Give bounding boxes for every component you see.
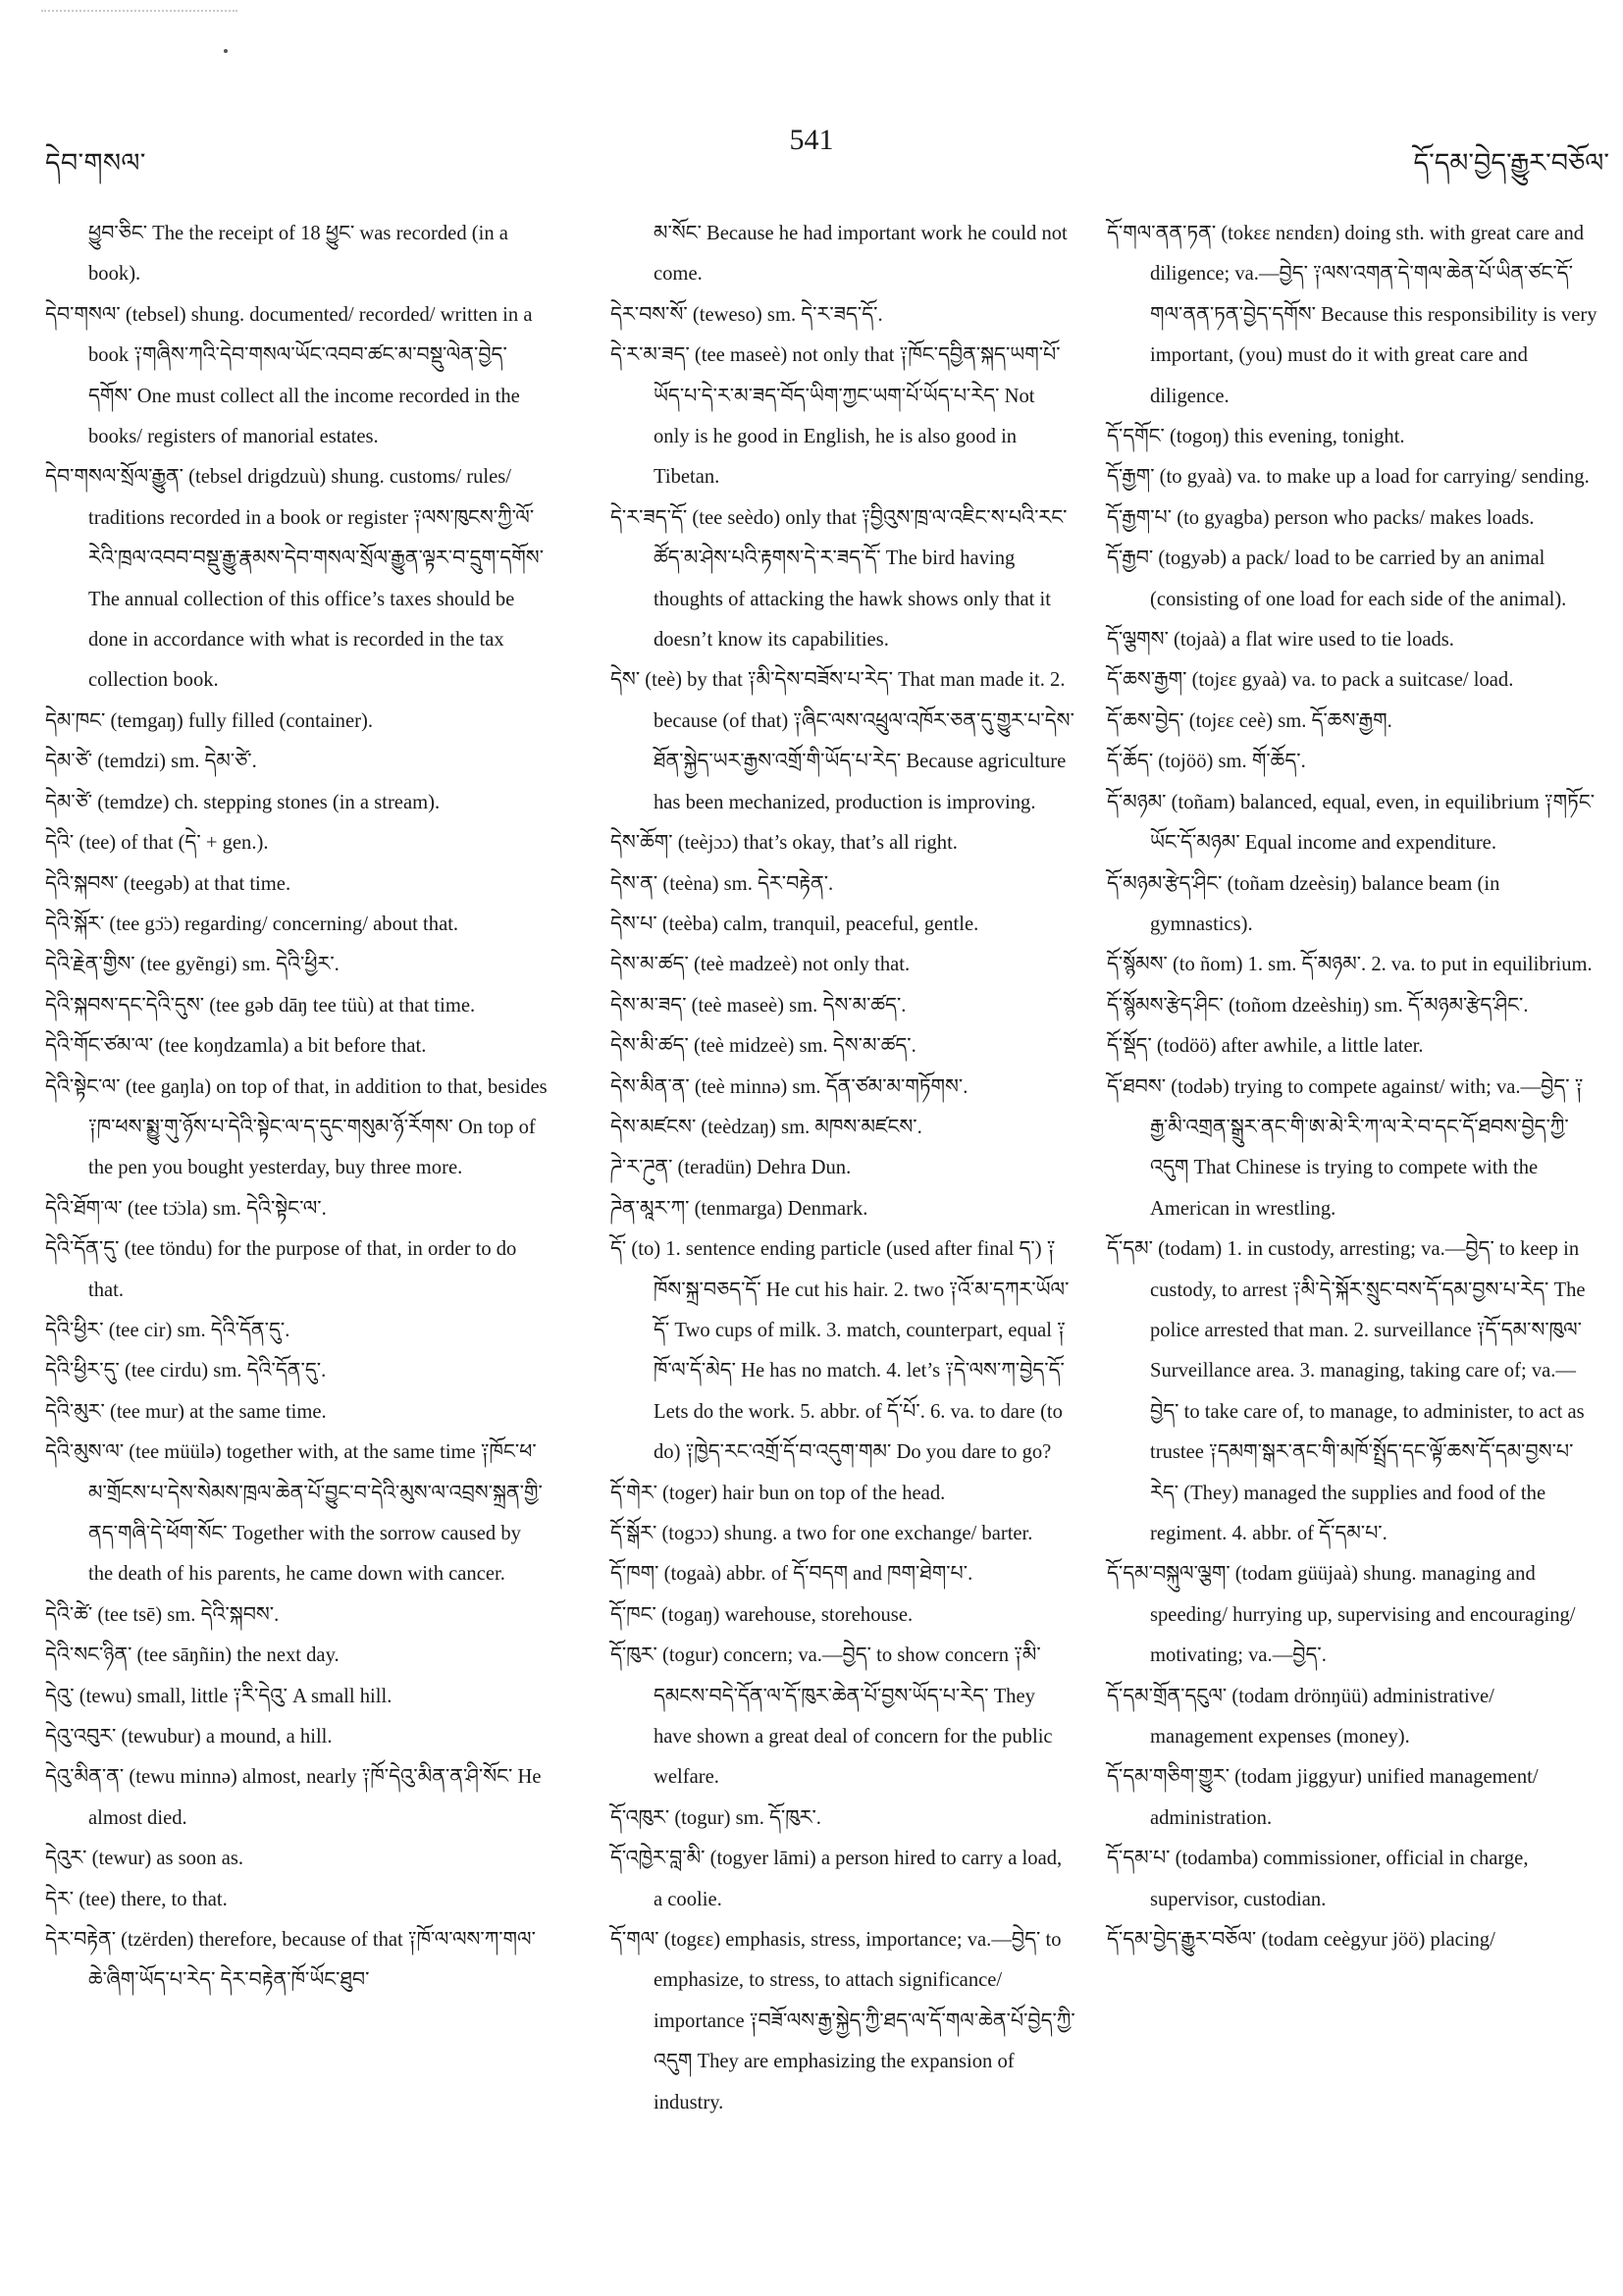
dictionary-entry: དེས་མི་ཚད་ (teè midzeè) sm. དེས་མ་ཚད་. — [610, 1035, 916, 1058]
column-right — [1107, 214, 1597, 1960]
dictionary-entry: དེས་མཛངས་ (teèdzaŋ) sm. མཁས་མཛངས་. — [610, 1116, 922, 1138]
dictionary-entry: དོ་དམ་ (todam) 1. in custody, arresting; va.—བྱེད་ to keep in custody, to arrest ༑མི་དེ་སྐོར་སྲུང་བས་དོ་དམ་བྱས་པ་རེད་ The police arrested that man. 2. surveillance ༑དོ་དམ་ས་ཁུལ་ Surveillance area. 3. managing, taking care of; va.—བྱེད་ to take care of, to manage, to administer, to act as trustee ༑དམག་སྒར་ནང་གི་མཁོ་སྤྲོད་དང་ལྟོ་ཆས་དོ་དམ་བྱས་པ་རེད་ (They) managed the supplies and food of the regiment. 4. abbr. of དོ་དམ་པ་. — [1107, 1238, 1586, 1544]
column-middle — [610, 214, 1075, 2123]
dictionary-entry: དེ་ར་མ་ཟད་ (tee maseè) not only that ༑ཁོང་དབྱིན་སྐད་ཡག་པོ་ཡོད་པ་དེ་ར་མ་ཟད་བོད་ཡིག་ཀྱང་ཡག་པོ་ཡོད་པ་རེད་ Not only is he good in English, he is also good in Tibetan. — [610, 344, 1061, 489]
dictionary-entry: དོ་ཆས་བྱེད་ (tojɛɛ ceè) sm. དོ་ཆས་རྒྱག. — [1107, 709, 1392, 732]
dictionary-entry: དེའི་སྟེང་ལ་ (tee gaŋla) on top of that, in addition to that, besides ༑ཁ་ཕས་སྨྱུ་གུ་ཉོས་པ་དེའི་སྟེང་ལ་ད་དུང་གསུམ་ཉོ་རོགས་ On top of the pen you bought yesterday, buy three more. — [45, 1075, 548, 1179]
dictionary-entry: དེའུ་མིན་ན་ (tewu minnə) almost, nearly ༑ཁོ་དེའུ་མིན་ན་ཤི་སོང་ He almost died. — [45, 1766, 542, 1829]
dictionary-entry: དོ་འཁྱེར་བླ་མི་ (togyer lāmi) a person hired to carry a load, a coolie. — [610, 1848, 1063, 1910]
dictionary-entry: དེ་ར་ཟད་དོ་ (tee seèdo) only that ༑བྱིའུས་ཁྲ་ལ་འཇིང་ས་པའི་རང་ཚོད་མ་ཤེས་པའི་རྟགས་དེ་ར་ཟད་དོ་ The bird having thoughts of attacking the hawk shows only that it doesn’t know its capabilities. — [610, 506, 1068, 652]
dictionary-entry: དེའི་ཚེ་ (tee tsē) sm. དེའི་སྐབས་. — [45, 1603, 280, 1626]
dictionary-entry: དེའི་སྐབས་དང་དེའི་དུས་ (tee gəb dāŋ tee tüù) at that time. — [45, 994, 476, 1017]
dictionary-entry: དོ་རྒྱབ་ (togyəb) a pack/ load to be carried by an animal (consisting of one load for each side of the animal). — [1107, 548, 1567, 610]
dictionary-entry: དོ་དམ་གཅིག་གྱུར་ (todam jiggyur) unified management/ administration. — [1107, 1766, 1539, 1829]
dictionary-entry: དེས་ན་ (teèna) sm. དེར་བརྟེན་. — [610, 872, 834, 895]
dictionary-entry: དོ་སྒོར་ (togɔɔ) shung. a two for one exchange/ barter. — [610, 1523, 1033, 1544]
dictionary-entry: དོ་དམ་བསྐུལ་ལྕག་ (todam güüjaà) shung. managing and speeding/ hurrying up, supervising and encouraging/ motivating; va.—བྱེད་. — [1107, 1563, 1576, 1667]
page-number: 541 — [789, 124, 834, 156]
dictionary-entry: དེར་བརྟེན་ (tzërden) therefore, because of that ༑ཁོ་ལ་ལས་ཀ་གལ་ཆེ་ཞིག་ཡོད་པ་རེད་ དེར་བརྟེན་ཁོ་ཡོང་ཐུབ་ — [45, 1929, 536, 1992]
dictionary-entry: ཌེ་ར་ཌུན་ (teradün) Dehra Dun. — [610, 1157, 852, 1179]
dictionary-entry: དོ་རྒྱག་པ་ (to gyagba) person who packs/ makes loads. — [1107, 506, 1535, 529]
running-head-right: དོ་དམ་བྱེད་རྒྱུར་བཅོལ་ — [1413, 148, 1609, 178]
dictionary-entry: དོ་མཉམ་རྩེད་ཤིང་ (toñam dzeèsiŋ) balance beam (in gymnastics). — [1107, 872, 1500, 935]
dictionary-entry: དེའི་མུར་ (tee mur) at the same time. — [45, 1400, 327, 1423]
dictionary-entry: དོ་གལ་ནན་ཏན་ (tokɛɛ nɛndɛn) doing sth. with great care and diligence; va.—བྱེད་ ༑ལས་འགན་དེ་གལ་ཆེན་པོ་ཡིན་ཙང་དོ་གལ་ནན་ཏན་བྱེད་དགོས་ Because this responsibility is very important, (you) must do it with great care and diligence. — [1107, 223, 1597, 407]
dictionary-entry: དོ་སྙོམས་ (to ñom) 1. sm. དོ་མཉམ་. 2. va. to put in equilibrium. — [1107, 954, 1593, 976]
dictionary-entry: དོ་དམ་པ་ (todamba) commissioner, official in charge, supervisor, custodian. — [1107, 1848, 1529, 1910]
dictionary-entry: དོ་ (to) 1. sentence ending particle (used after final ད་) ༑ཁོས་སྐྲ་བཅད་དོ་ He cut his hair. 2. two ༑འོ་མ་དཀར་ཡོལ་དོ་ Two cups of milk. 3. match, counterpart, equal ༑ཁོ་ལ་དོ་མེད་ He has no match. 4. let’s ༑དེ་ལས་ཀ་བྱེད་དོ་ Lets do the work. 5. abbr. of དོ་པོ་. 6. va. to dare (to do) ༑ཁྱེད་རང་འགྲོ་དོ་བ་འདུག་གམ་ Do you dare to go? — [610, 1238, 1070, 1464]
dictionary-entry: དོ་ཁང་ (togaŋ) warehouse, storehouse. — [610, 1603, 914, 1626]
dictionary-entry: དེས་པ་ (teèba) calm, tranquil, peaceful, gentle. — [610, 913, 979, 935]
dictionary-entry: མ་སོང་ Because he had important work he could not come. — [654, 223, 1068, 286]
dictionary-entry: དེའུ་ (tewu) small, little ༑རི་དེའུ་ A small hill. — [45, 1685, 393, 1707]
dictionary-entry: དོ་ཆོད་ (tojöö) sm. གོ་ཆོད་. — [1107, 751, 1306, 773]
dictionary-entry: དོ་ཁག་ (togaà) abbr. of དོ་བདག and ཁག་ཐེག་པ་. — [610, 1563, 973, 1586]
dictionary-entry: དོ་མཉམ་ (toñam) balanced, equal, even, in equilibrium ༑གཏོང་ཡོང་དོ་མཉམ་ Equal income and expenditure. — [1107, 791, 1596, 855]
dictionary-entry: དེམ་ཙེ་ (temdzi) sm. དེམ་ཙེ་. — [45, 751, 257, 773]
dictionary-entry: དོ་ཆས་རྒྱག་ (tojɛɛ gyaà) va. to pack a suitcase/ load. — [1107, 669, 1514, 692]
dictionary-entry: དེམ་ཁང་ (temgaŋ) fully filled (container). — [45, 709, 373, 732]
dictionary-entry: དོ་སྙོམས་རྩེད་ཤིང་ (toñom dzeèshiŋ) sm. དོ་མཉམ་རྩེད་ཤིང་. — [1107, 994, 1529, 1017]
dictionary-entry: དོ་དགོང་ (togoŋ) this evening, tonight. — [1107, 426, 1405, 448]
dictionary-entry: དེའི་དོན་དུ་ (tee töndu) for the purpose of that, in order to do that. — [45, 1238, 517, 1301]
dictionary-entry: དོ་དམ་བྱེད་རྒྱུར་བཅོལ་ (todam ceègyur jöö) placing/ — [1107, 1929, 1495, 1952]
dictionary-entry: དེས་མ་ཚད་ (teè madzeè) not only that. — [610, 954, 911, 976]
dictionary-entry: ཕྱུབ་ཅིང་ The the receipt of 18 ཕྱུང་ was recorded (in a book). — [88, 223, 508, 286]
dictionary-entry: དེའུར་ (tewur) as soon as. — [45, 1848, 244, 1870]
dictionary-entry: དོ་གེར་ (toger) hair bun on top of the head. — [610, 1482, 946, 1504]
dictionary-entry: ཌེན་མཱར་ཀ་ (tenmarga) Denmark. — [610, 1197, 868, 1220]
dictionary-entry: དེབ་གསལ་སྲོལ་རྒྱུན་ (tebsel drigdzuù) shung. customs/ rules/ traditions recorded in a book or register ༑ལས་ཁུངས་ཀྱི་ལོ་རེའི་ཁྲལ་འབབ་བསྡུ་རྒྱུ་རྣམས་དེབ་གསལ་སྲོལ་རྒྱུན་ལྟར་བ་དྲུག་དགོས་ The annual collection of this office’s taxes should be done in accordance with what is recorded in the tax collection book. — [45, 466, 545, 692]
dictionary-entry: དེས་མ་ཟད་ (teè maseè) sm. དེས་མ་ཚད་. — [610, 994, 907, 1017]
dictionary-entry: དེར་ (tee) there, to that. — [45, 1888, 228, 1910]
dictionary-entry: དེབ་གསལ་ (tebsel) shung. documented/ recorded/ written in a book ༑གཞིས་ཀའི་དེབ་གསལ་ཡོང་འབབ་ཚང་མ་བསྡུ་ལེན་བྱེད་དགོས་ One must collect all the income recorded in the books/ registers of manorial estates. — [45, 303, 533, 448]
dictionary-entry: དོ་ཐབས་ (todəb) trying to compete against/ with; va.—བྱེད་ ༑རྒྱ་མི་འགྲན་སྒྲུར་ནང་གི་ཨ་མེ་རི་ཀ་ལ་རེ་བ་དང་དོ་ཐབས་བྱེད་ཀྱི་འདུག That Chinese is trying to compete with the American in wrestling. — [1107, 1075, 1584, 1220]
running-head-left: དེབ་གསལ་ — [45, 148, 146, 178]
dictionary-entry: དོ་ཁུར་ (togur) concern; va.—བྱེད་ to show concern ༑མི་དམངས་བདེ་དོན་ལ་དོ་ཁུར་ཆེན་པོ་བྱས་ཡོད་པ་རེད་ They have shown a great deal of concern for the public welfare. — [610, 1644, 1053, 1789]
dictionary-entry: དེའི་ཕྱིར་དུ་ (tee cirdu) sm. དེའི་དོན་དུ་. — [45, 1360, 327, 1383]
dictionary-entry: དེའི་སྐོར་ (tee gɔ̈ɔ) regarding/ concerning/ about that. — [45, 913, 459, 935]
dictionary-entry: དེའི་ (tee) of that (དེ་ + gen.). — [45, 832, 269, 855]
dictionary-entry: དེར་བས་སོ་ (teweso) sm. དེ་ར་ཟད་དོ་. — [610, 303, 883, 326]
dictionary-entry: དེའི་གོང་ཙམ་ལ་ (tee koŋdzamla) a bit before that. — [45, 1035, 427, 1058]
dictionary-entry: དེའི་སྐབས་ (teegəb) at that time. — [45, 872, 291, 895]
scan-speck — [224, 49, 228, 53]
dictionary-entry: དོ་དམ་གྲོན་དངུལ་ (todam drönŋüü) administrative/ management expenses (money). — [1107, 1685, 1494, 1748]
dictionary-entry: དོ་གལ་ (togɛɛ) emphasis, stress, importance; va.—བྱེད་ to emphasize, to stress, to attach significance/ importance ༑བཟོ་ལས་རྒྱ་སྐྱེད་ཀྱི་ཐད་ལ་དོ་གལ་ཆེན་པོ་བྱེད་ཀྱི་འདུག They are emphasizing the expansion of industry. — [610, 1929, 1075, 2113]
dictionary-entry: དེའི་ཕྱིར་ (tee cir) sm. དེའི་དོན་དུ་. — [45, 1319, 290, 1341]
dictionary-entry: དོ་འཁུར་ (togur) sm. དོ་ཁུར་. — [610, 1806, 821, 1829]
dictionary-entry: དེས་ཆོག་ (teèjɔɔ) that’s okay, that’s all right. — [610, 832, 958, 855]
dictionary-entry: དེའི་རྗེན་གྱིས་ (tee gyẽngi) sm. དེའི་ཕྱིར་. — [45, 954, 340, 976]
dictionary-entry: དེའི་ཐོག་ལ་ (tee tɔ̈ɔla) sm. དེའི་སྟེང་ལ་. — [45, 1197, 327, 1220]
dictionary-entry: དེས་ (teè) by that ༑མི་དེས་བཟོས་པ་རེད་ That man made it. 2. because (of that) ༑ཞིང་ལས་འཕྲུལ་འཁོར་ཅན་དུ་གྱུར་པ་དེས་ཐོན་སྐྱེད་ཡར་རྒྱས་འགྲོ་གི་ཡོད་པ་རེད་ Because agriculture has been mechanized, production is improving. — [610, 669, 1074, 813]
scan-edge-marks — [41, 10, 237, 20]
dictionary-entry: དེའི་སང་ཉིན་ (tee sāŋñin) the next day. — [45, 1644, 340, 1667]
dictionary-entry: དོ་སྡོད་ (todöö) after awhile, a little later. — [1107, 1035, 1424, 1058]
dictionary-entry: དོ་ལྕགས་ (tojaà) a flat wire used to tie loads. — [1107, 629, 1454, 652]
dictionary-entry: དེམ་ཙེ་ (temdze) ch. stepping stones (in a stream). — [45, 791, 441, 813]
dictionary-entry: དེའི་མུས་ལ་ (tee müülə) together with, at the same time ༑ཁོང་ཕ་མ་གྲོངས་པ་དེས་སེམས་ཁྲལ་ཆེན་པོ་བྱུང་བ་དེའི་མུས་ལ་འབྲས་སྐྲན་གྱི་ནད་གཞི་དེ་ཕོག་སོང་ Together with the sorrow caused by the death of his parents, he came down with cancer. — [45, 1441, 543, 1586]
dictionary-entry: དེའུ་འབུར་ (tewubur) a mound, a hill. — [45, 1726, 333, 1748]
dictionary-entry: དེས་མིན་ན་ (teè minnə) sm. དོན་ཙམ་མ་གཏོགས་. — [610, 1075, 969, 1098]
dictionary-entry: དོ་རྒྱག་ (to gyaà) va. to make up a load for carrying/ sending. — [1107, 466, 1590, 489]
column-left — [45, 214, 548, 2002]
